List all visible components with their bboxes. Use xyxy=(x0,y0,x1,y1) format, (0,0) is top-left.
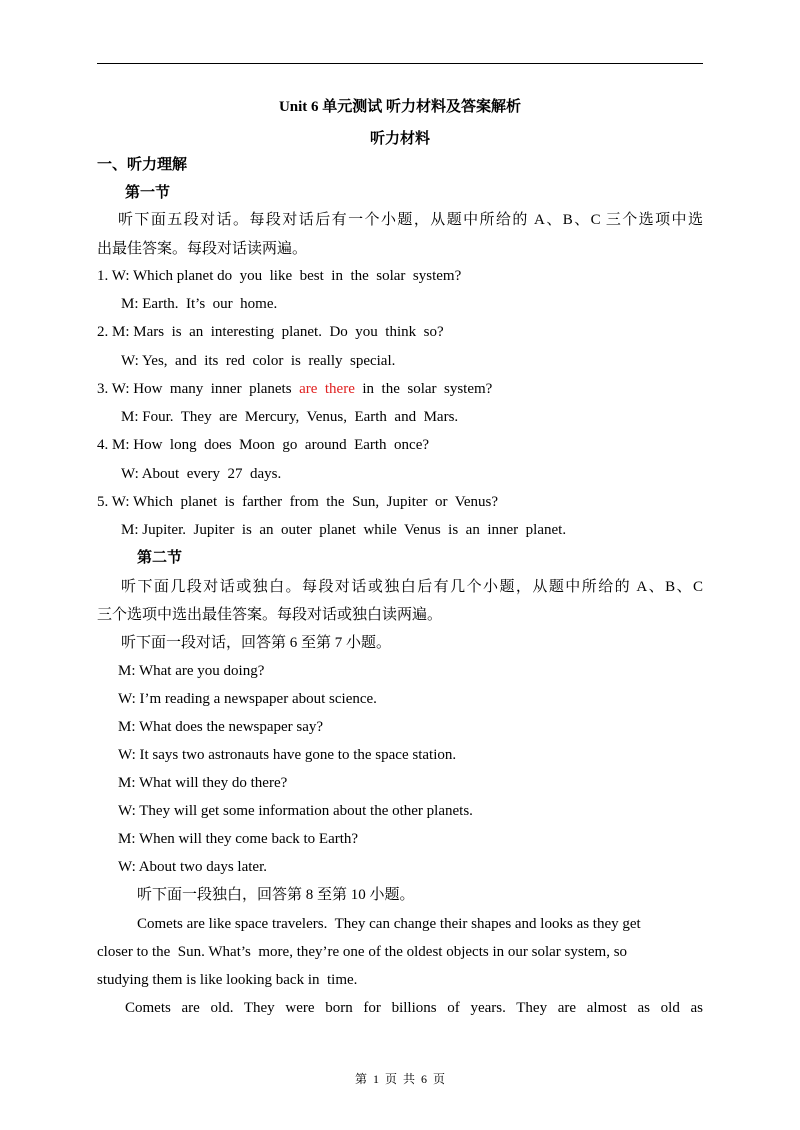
item-text: W: Which planet do you like best in the solar system? xyxy=(111,268,462,284)
dialogue-line: M: What does the newspaper say? xyxy=(118,719,324,735)
item-3-line-2: M: Four. They are Mercury, Venus, Earth and Mars. xyxy=(121,409,459,425)
item-4-line-2: W: About every 27 days. xyxy=(121,466,282,482)
item-2-line-2: W: Yes, and its red color is really special. xyxy=(121,353,396,369)
item-text: M: Mars is an interesting planet. Do you think so? xyxy=(112,324,444,340)
monologue-p1-line2: closer to the Sun. What’s more, they’re one of the oldest objects in our solar system, so xyxy=(97,944,628,960)
item-5-line-2: M: Jupiter. Jupiter is an outer planet while Venus is an inner planet. xyxy=(121,522,567,538)
item-text: W: Which planet is farther from the Sun, Jupiter or Venus? xyxy=(111,494,499,510)
part1-heading: 第一节 xyxy=(125,185,171,201)
item-number: 3. xyxy=(97,381,109,397)
item-text: W: How many inner planets xyxy=(111,381,300,397)
dialogue-line: W: About two days later. xyxy=(118,859,268,875)
item-text: in the solar system? xyxy=(354,381,493,397)
monologue-p2-line1: Comets are old. They were born for billions of years. They are almost as old as xyxy=(125,1000,703,1016)
dialogue-line: W: They will get some information about the other planets. xyxy=(118,803,473,819)
item-number: 1. xyxy=(97,268,109,284)
header-rule xyxy=(97,63,703,64)
item-number: 2. xyxy=(97,324,109,340)
dialogue-line: M: What are you doing? xyxy=(118,663,265,679)
item-1-line-1 xyxy=(97,266,461,286)
part2-instruction-line1: 听下面几段对话或独白。每段对话或独白后有几个小题，从题中所给的 A、B、C xyxy=(121,579,703,595)
section-heading: 一、听力理解 xyxy=(97,157,188,173)
item-4-line-1 xyxy=(97,435,429,455)
part2-heading: 第二节 xyxy=(137,550,183,566)
monologue-intro: 听下面一段独白，回答第 8 至第 10 小题。 xyxy=(137,887,415,903)
item-3-line-1 xyxy=(97,379,492,399)
part2-instruction-line2: 三个选项中选出最佳答案。每段对话或独白读两遍。 xyxy=(97,607,443,623)
item-number: 5. xyxy=(97,494,109,510)
dialogue-line: W: I’m reading a newspaper about science. xyxy=(118,691,377,707)
item-number: 4. xyxy=(97,437,109,453)
document-subtitle: 听力材料 xyxy=(369,131,430,147)
document-title: Unit 6 单元测试 听力材料及答案解析 xyxy=(278,99,522,115)
dialogue-line: W: It says two astronauts have gone to the space station. xyxy=(118,747,457,763)
monologue-p1-line3: studying them is like looking back in time. xyxy=(97,972,358,988)
dialogue-line: M: What will they do there? xyxy=(118,775,288,791)
monologue-p1-line1: Comets are like space travelers. They can change their shapes and looks as they get xyxy=(137,916,641,932)
item-5-line-1 xyxy=(97,492,498,512)
highlighted-text: are there xyxy=(299,381,355,397)
item-text: M: How long does Moon go around Earth once? xyxy=(112,437,430,453)
dialogue-line: M: When will they come back to Earth? xyxy=(118,831,359,847)
dialogue-intro: 听下面一段对话，回答第 6 至第 7 小题。 xyxy=(121,635,392,651)
part1-instruction-line2: 出最佳答案。每段对话读两遍。 xyxy=(97,241,308,257)
part1-instruction-line1: 听下面五段对话。每段对话后有一个小题，从题中所给的 A、B、C 三个选项中选 xyxy=(118,212,703,228)
item-1-line-2: M: Earth. It’s our home. xyxy=(121,296,278,312)
page-footer: 第 1 页 共 6 页 xyxy=(354,1072,445,1086)
item-2-line-1 xyxy=(97,322,444,342)
